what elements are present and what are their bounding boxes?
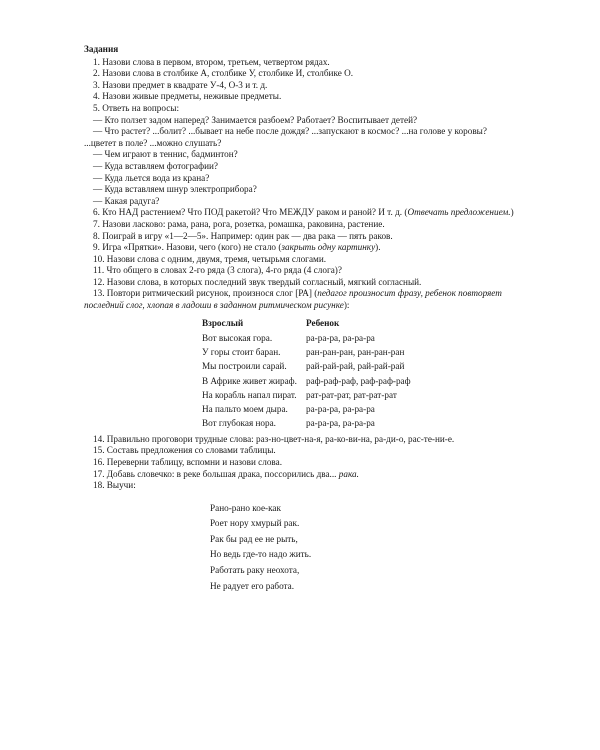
child-syllables: рай-рай-рай, рай-рай-рай [306,361,405,372]
task-list [84,44,520,594]
poem [210,501,520,595]
task-13-text: 13. Повтори ритмический рисунок, произнося слог [РА] ( [93,288,318,299]
task-9-text: 9. Игра «Прятки». Назови, чего (кого) не стало ( [93,242,282,253]
task-3: 3. Назови предмет в квадрате У-4, О-3 и т. д. [93,79,268,90]
task-17-answer: рака. [338,468,359,479]
task-10: 10. Назови слова с одним, двумя, тремя, четырьмя слогами. [93,253,327,264]
question-4: — Куда вставляем фотографии? [93,160,218,171]
heading: Задания [84,44,119,54]
adult-phrase: Вот высокая гора. [202,332,273,343]
table-header-row [202,315,436,331]
task-13-close: ): [343,300,350,311]
task-15: 15. Составь предложения со словами таблицы. [93,445,276,456]
task-7: 7. Назови ласково: рама, рана, рога, розетка, ромашка, раковина, растение. [93,218,385,229]
task-6-note: Отвечать предложением. [407,207,511,218]
task-18: 18. Выучи: [93,480,136,491]
child-syllables: раф-раф-раф, раф-раф-раф [306,375,411,386]
adult-phrase: Вот глубокая нора. [202,418,276,429]
question-3: — Чем играют в теннис, бадминтон? [93,149,238,160]
child-syllables: ран-ран-ран, ран-ран-ран [306,346,405,357]
poem-line: Работать раку неохота, [210,565,300,576]
poem-line: Роет нору хмурый рак. [210,518,300,529]
adult-phrase: У горы стоит баран. [202,346,281,357]
poem-line: Не радует его работа. [210,580,295,591]
child-syllables: ра-ра-ра, ра-ра-ра [306,418,375,429]
task-5: 5. Ответь на вопросы: [93,102,179,113]
adult-phrase: На пальто моем дыра. [202,404,288,415]
table-row [202,388,436,402]
poem-line: Рак бы рад ее не рыть, [210,533,298,544]
poem-line: Рано-рано кое-как [210,502,281,513]
adult-phrase: В Африке живет жираф. [202,375,297,386]
task-9-close: ). [375,242,381,253]
table-row [202,331,436,345]
task-8: 8. Поиграй в игру «1—2—5». Например: один рак — два рака — пять раков. [93,230,393,241]
header-adult: Взрослый [202,317,244,328]
task-4: 4. Назови живые предметы, неживые предметы. [93,91,282,102]
task-1: 1. Назови слова в первом, втором, третьем, четвертом рядах. [93,56,330,67]
task-13 [84,288,520,311]
task-9 [84,242,520,254]
header-child: Ребенок [306,317,340,328]
task-16: 16. Переверни таблицу, вспомни и назови слова. [93,456,283,467]
child-syllables: рат-рат-рат, рат-рат-рат [306,389,397,400]
task-17-text: 17. Добавь словечко: в реке большая драка, поссорились два... [93,468,339,479]
task-6 [84,207,520,219]
task-17 [84,469,520,481]
poem-line: Но ведь где-то надо жить. [210,549,312,560]
question-6: — Куда вставляем шнур электроприбора? [93,184,257,195]
question-7: — Какая радуга? [93,195,160,206]
rhythm-table [202,315,436,431]
child-syllables: ра-ра-ра, ра-ра-ра [306,332,375,343]
table-row [202,416,436,430]
task-2: 2. Назови слова в столбике А, столбике У, столбике И, столбике О. [93,68,354,79]
task-14: 14. Правильно проговори трудные слова: раз-но-цвет-на-я, ра-ко-ви-на, ра-ди-о, рас-те-ни-е. [93,433,455,444]
question-5: — Куда льется вода из крана? [93,172,210,183]
task-9-note: закрыть одну картинку [281,242,376,253]
task-6-close: ) [510,207,514,218]
table-row [202,359,436,373]
task-6-text: 6. Кто НАД растением? Что ПОД ракетой? Что МЕЖДУ раком и раной? И т. д. ( [93,207,408,218]
question-1: — Кто ползет задом наперед? Занимается разбоем? Работает? Воспитывает детей? [93,114,418,125]
task-13-note: педагог произносит фразу, ребенок повторяет последний слог, хлопая в ладоши в заданном ритмическом рисунке [84,288,502,311]
task-11: 11. Что общего в словах 2-го ряда (3 слога), 4-го ряда (4 слога)? [93,265,342,276]
child-syllables: ра-ра-ра, ра-ра-ра [306,404,375,415]
table-row [202,374,436,388]
task-12: 12. Назови слова, в которых последний звук твердый согласный, мягкий согласный. [93,276,422,287]
adult-phrase: На корабль напал пират. [202,389,297,400]
table-row [202,402,436,416]
adult-phrase: Мы построили сарай. [202,361,287,372]
question-2: — Что растет? ...болит? ...бывает на небе после дождя? ...запускают в космос? ...на голове у коровы? ...цветет в поле? ...можно слушать? [84,126,487,148]
table-row [202,345,436,359]
